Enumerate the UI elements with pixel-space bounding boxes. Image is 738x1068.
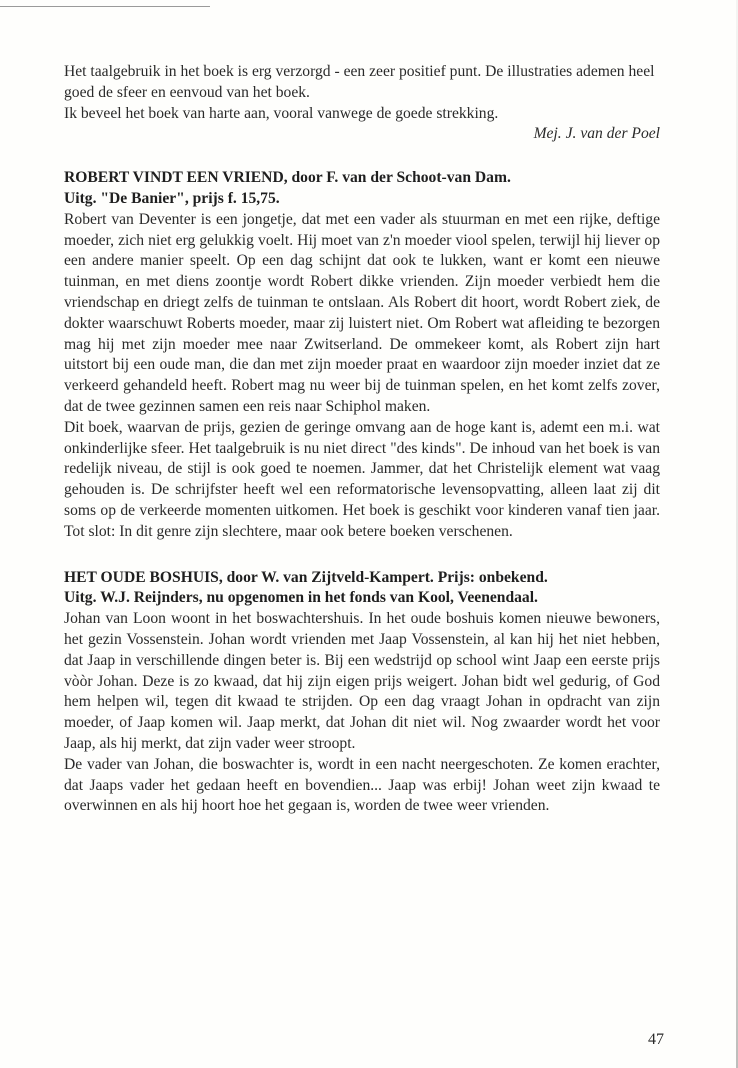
review-heading-line-1: ROBERT VINDT EEN VRIEND, door F. van der Schoot-van Dam.	[64, 169, 511, 187]
page-text-column	[64, 62, 660, 817]
review-heading-line-2: Uitg. "De Banier", prijs f. 15,75.	[64, 189, 280, 207]
review-heading-line-2: Uitg. W.J. Reijnders, nu opgenomen in het fonds van Kool, Veenendaal.	[64, 589, 538, 607]
review-het-oude-boshuis	[64, 568, 660, 818]
review-paragraph: De vader van Johan, die boswachter is, wordt in een nacht neergeschoten. Ze komen erachter, dat Jaaps vader het gedaan heeft en bovendien... Jaap was erbij! Johan weet zijn kwaad te overwinnen en als hij hoort hoe het gegaan is, worden de twee weer vrienden.	[64, 755, 660, 815]
reviewer-signature: Mej. J. van der Poel	[533, 125, 660, 143]
intro-paragraph-1: Het taalgebruik in het boek is erg verzorgd - een zeer positief punt. De illustraties ademen heel goed de sfeer en eenvoud van het boek.	[64, 63, 655, 101]
review-paragraph: Robert van Deventer is een jongetje, dat met een vader als stuurman en met een rijke, deftige moeder, zich niet erg gelukkig voelt. Hij moet van z'n moeder viool spelen, terwijl hij liever op een andere manier speelt. Op een dag schijnt dat ook te lukken, want er komt een nieuwe tuinman, en met diens zoontje wordt Robert dikke vrienden. Zijn moeder verbiedt hem die vriendschap en driegt zelfs de tuinman te ontslaan. Als Robert dit hoort, wordt Robert ziek, de dokter waarschuwt Roberts moeder, maar zij luistert niet. Om Robert wat afleiding te bezorgen mag hij met zijn moeder mee naar Zwitserland. De ommekeer komt, als Robert zijn hart uitstort bij een oude man, die dan met zijn moeder praat en waardoor zijn moeder inziet dat ze verkeerd gehandeld heeft. Robert mag nu weer bij de tuinman spelen, en het komt zelfs zover, dat de twee gezinnen samen een reis naar Schiphol maken.	[64, 210, 660, 415]
top-rule	[0, 6, 210, 7]
review-robert-vindt-een-vriend	[64, 168, 660, 542]
page-number: 47	[648, 1031, 664, 1048]
intro-section	[64, 62, 660, 145]
review-paragraph: Johan van Loon woont in het boswachtershuis. In het oude boshuis komen nieuwe bewoners, het gezin Vossenstein. Johan wordt vrienden met Jaap Vossenstein, al kan hij het niet hebben, dat Jaap in verschillende dingen beter is. Bij een wedstrijd op school wint Jaap een eerste prijs vòòr Johan. Deze is zo kwaad, dat hij zijn eigen prijs weigert. Johan bidt wel gedurig, of God hem helpen wil, tegen dit kwaad te strijden. Op een dag vraagt Johan in opdracht van zijn moeder, of Jaap komen wil. Jaap merkt, dat Johan dit niet wil. Nog zwaarder wordt het voor Jaap, als hij merkt, dat zijn vader weer stroopt.	[64, 610, 660, 752]
review-heading-line-1: HET OUDE BOSHUIS, door W. van Zijtveld-Kampert. Prijs: onbekend.	[64, 568, 548, 586]
review-paragraph: Dit boek, waarvan de prijs, gezien de geringe omvang aan de hoge kant is, ademt een m.i. wat onkinderlijke sfeer. Het taalgebruik is nu niet direct "des kinds". De inhoud van het boek is van redelijk niveau, de stijl is ook goed te noemen. Jammer, dat het Christelijk element wat vaag gehouden is. De schrijfster heeft wel een reformatorische levensopvatting, alleen laat zij dit soms op de verkeerde momenten uitkomen. Het boek is geschikt voor kinderen vanaf tien jaar. Tot slot: In dit genre zijn slechtere, maar ook betere boeken verschenen.	[64, 418, 660, 540]
intro-paragraph-2: Ik beveel het boek van harte aan, vooral vanwege de goede strekking.	[64, 104, 499, 122]
